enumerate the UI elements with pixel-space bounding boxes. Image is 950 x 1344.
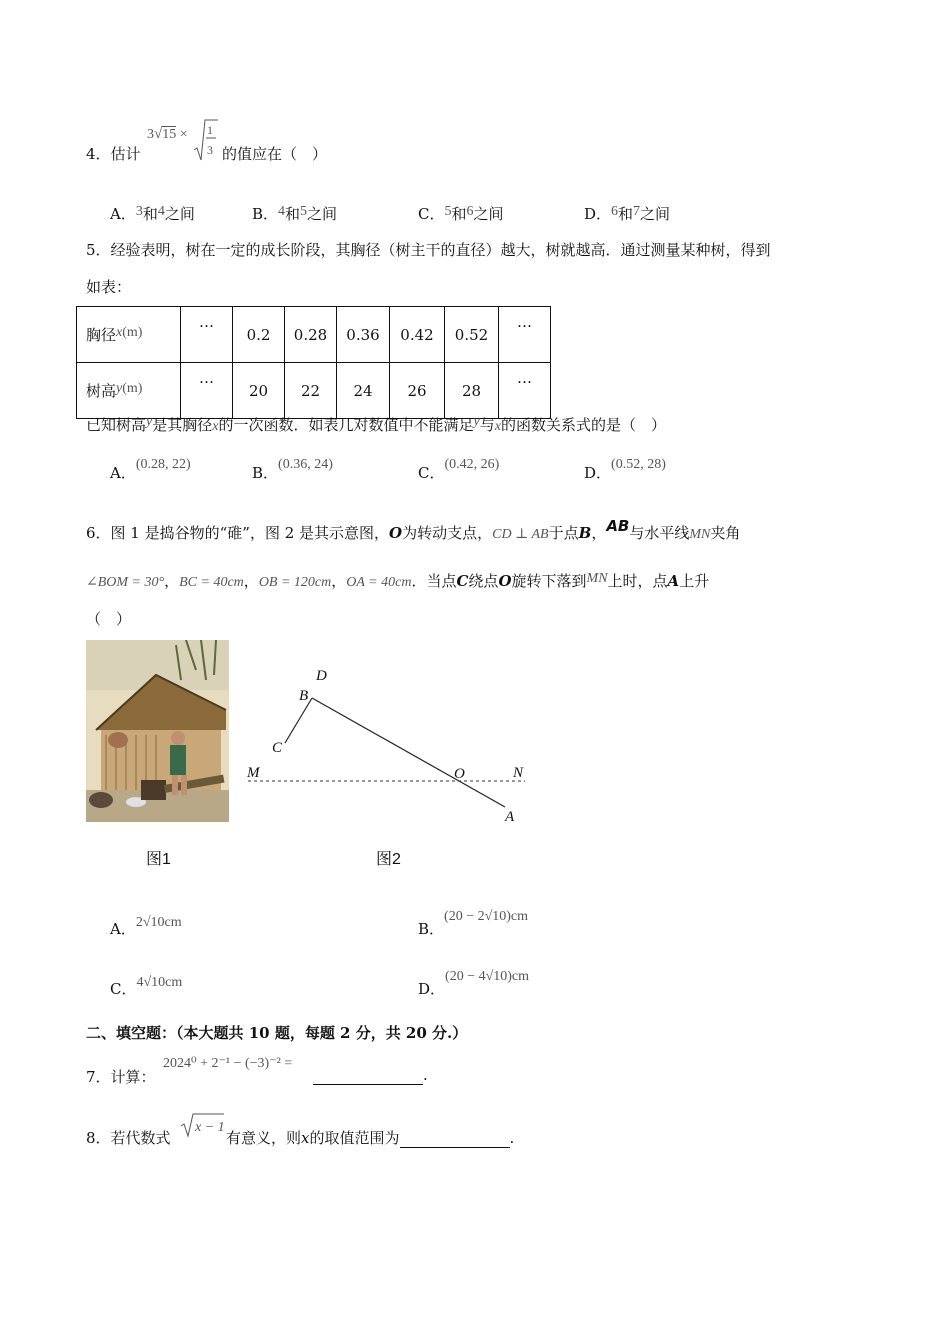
table-cell-row1-label: 胸径x(m) xyxy=(77,307,181,363)
q4-frac-num: 1 xyxy=(207,123,213,137)
q8-answer-blank[interactable] xyxy=(400,1129,510,1148)
table-cell: 20 xyxy=(233,363,285,419)
table-cell: 0.2 xyxy=(233,307,285,363)
label-c: C xyxy=(272,740,283,756)
figure1-caption: 图1 xyxy=(146,851,171,868)
q4-option-b[interactable]: B．4和5之间 xyxy=(252,204,338,223)
table-cell: 0.36 xyxy=(337,307,390,363)
q5-option-a[interactable]: A．(0.28, 22) xyxy=(110,457,191,482)
q4-option-d[interactable]: D．6和7之间 xyxy=(584,204,671,223)
table-cell: … xyxy=(181,307,233,363)
table-cell: 0.52 xyxy=(445,307,499,363)
q5-data-table xyxy=(76,306,551,419)
table-cell: … xyxy=(499,363,551,419)
section2-title: 二、填空题：（本大题共 10 题，每题 2 分，共 20 分.） xyxy=(86,1024,468,1042)
table-cell: 26 xyxy=(390,363,445,419)
q6-option-b[interactable]: B．(20 − 2√10)cm xyxy=(418,909,529,938)
table-cell: 22 xyxy=(285,363,337,419)
line-ab xyxy=(312,698,505,807)
q8-stem-label: 8．若代数式 xyxy=(86,1129,171,1147)
q4-option-a[interactable]: A．3和4之间 xyxy=(110,204,195,223)
table-cell: … xyxy=(181,363,233,419)
q4-stem: 4．估计 xyxy=(86,145,141,163)
q7-stem: 7．计算： xyxy=(86,1068,156,1086)
q6-line2: ∠BOM = 30°，BC = 40cm，OB = 120cm，OA = 40cm．当点C绕点O旋转下落到MN上时，点A上升 xyxy=(86,571,710,590)
q6-line1: 6．图 1 是捣谷物的“碓”，图 2 是其示意图，O为转动支点，CD ⊥ AB于点B，AB与水平线MN夹角 xyxy=(86,517,741,542)
q5-question: 已知树高y是其胸径x的一次函数．如表几对数值中不能满足y与x的函数关系式的是（ ） xyxy=(86,414,666,434)
q4-frac-den: 3 xyxy=(207,143,213,157)
q5-intro-line2: 如表： xyxy=(86,278,132,296)
q4-option-c[interactable]: C．5和6之间 xyxy=(418,204,504,223)
q4-fraction-radical xyxy=(193,116,219,162)
label-d: D xyxy=(316,668,327,684)
q6-option-c[interactable]: C．4√10cm xyxy=(110,975,183,998)
table-cell: … xyxy=(499,307,551,363)
q6-option-d[interactable]: D．(20 − 4√10)cm xyxy=(418,969,530,998)
table-cell: 0.42 xyxy=(390,307,445,363)
table-cell: 28 xyxy=(445,363,499,419)
q5-option-b[interactable]: B．(0.36, 24) xyxy=(252,457,333,482)
figure1-illustration xyxy=(86,640,229,822)
q5-option-c[interactable]: C．(0.42, 26) xyxy=(418,457,500,482)
q8-radicand: x − 1 xyxy=(195,1120,225,1135)
figure2-caption: 图2 xyxy=(376,851,401,868)
q4-expression: 3√15 × xyxy=(147,126,188,142)
q8-stem: 有意义，则x的取值范围为 . xyxy=(226,1129,515,1147)
line-bc xyxy=(285,698,312,743)
q7-answer-blank[interactable]: . xyxy=(313,1066,428,1085)
q6-line3: （ ） xyxy=(86,610,132,628)
label-n: N xyxy=(513,765,524,781)
label-o: O xyxy=(454,766,465,782)
label-b: B xyxy=(299,688,309,704)
table-row xyxy=(77,307,551,363)
label-a: A xyxy=(505,809,515,825)
table-cell: 0.28 xyxy=(285,307,337,363)
figure2-diagram xyxy=(235,660,545,830)
table-cell: 24 xyxy=(337,363,390,419)
label-m: M xyxy=(247,765,260,781)
table-cell-row2-label: 树高y(m) xyxy=(77,363,181,419)
q8-radical xyxy=(180,1112,226,1138)
q5-option-d[interactable]: D．(0.52, 28) xyxy=(584,457,666,482)
q7-expression: 2024⁰ + 2⁻¹ − (−3)⁻² = xyxy=(163,1056,293,1071)
table-row xyxy=(77,363,551,419)
q4-stem-suffix: 的值应在（ ） xyxy=(222,145,328,163)
q6-option-a[interactable]: A．2√10cm xyxy=(110,915,182,938)
q5-intro-line1: 5．经验表明，树在一定的成长阶段，其胸径（树主干的直径）越大，树就越高．通过测量某种树，得到 xyxy=(86,241,771,259)
